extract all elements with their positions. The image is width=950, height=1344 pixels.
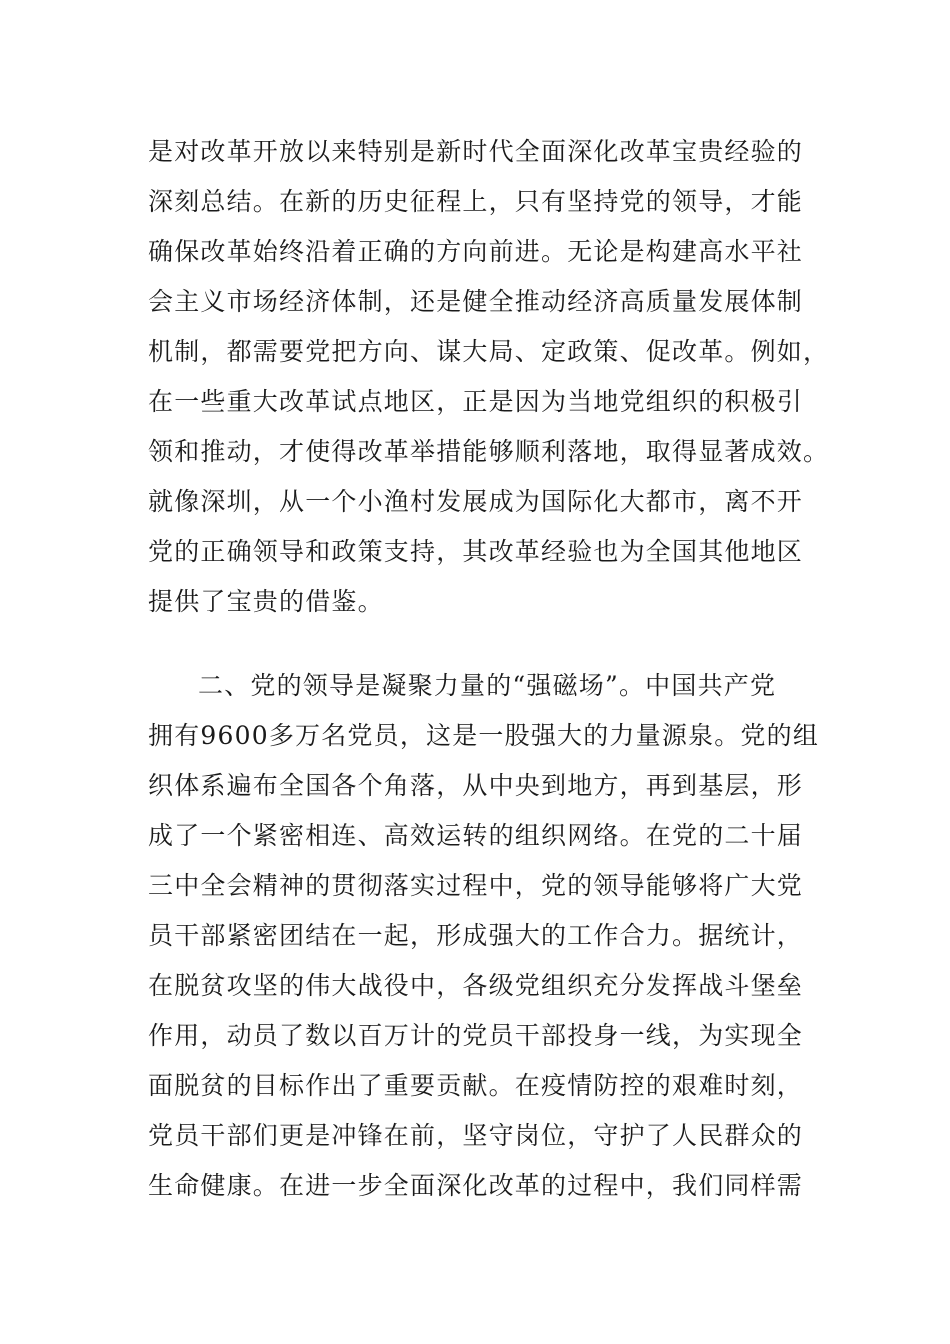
paragraph-line: 机制，都需要党把方向、谋大局、定政策、促改革。例如， — [148, 337, 830, 366]
paragraph-line: 提供了宝贵的借鉴。 — [148, 587, 384, 616]
paragraph-line: 会主义市场经济体制，还是健全推动经济高质量发展体制 — [148, 287, 804, 316]
paragraph-line: 三中全会精神的贯彻落实过程中，党的领导能够将广大党 — [148, 871, 804, 900]
paragraph-line: 领和推动，才使得改革举措能够顺利落地，取得显著成效。 — [148, 437, 830, 466]
paragraph-line: 员干部紧密团结在一起，形成强大的工作合力。据统计， — [148, 921, 804, 950]
paragraph-line: 成了一个紧密相连、高效运转的组织网络。在党的二十届 — [148, 821, 804, 850]
paragraph-line: 确保改革始终沿着正确的方向前进。无论是构建高水平社 — [148, 237, 804, 266]
paragraph-line: 生命健康。在进一步全面深化改革的过程中，我们同样需 — [148, 1171, 804, 1200]
paragraph-line: 作用，动员了数以百万计的党员干部投身一线，为实现全 — [148, 1021, 804, 1050]
paragraph-line: 就像深圳，从一个小渔村发展成为国际化大都市，离不开 — [148, 487, 804, 516]
paragraph-line: 党的正确领导和政策支持，其改革经验也为全国其他地区 — [148, 537, 804, 566]
paragraph-line: 党员干部们更是冲锋在前，坚守岗位，守护了人民群众的 — [148, 1121, 804, 1150]
paragraph-line: 拥有9600多万名党员，这是一股强大的力量源泉。党的组 — [148, 721, 820, 750]
paragraph-line: 织体系遍布全国各个角落，从中央到地方，再到基层，形 — [148, 771, 804, 800]
section-heading-line: 二、党的领导是凝聚力量的“强磁场”。中国共产党 — [198, 671, 777, 700]
paragraph-line: 是对改革开放以来特别是新时代全面深化改革宝贵经验的 — [148, 137, 804, 166]
paragraph-line: 在一些重大改革试点地区，正是因为当地党组织的积极引 — [148, 387, 804, 416]
paragraph-line: 深刻总结。在新的历史征程上，只有坚持党的领导，才能 — [148, 187, 804, 216]
paragraph-line: 在脱贫攻坚的伟大战役中，各级党组织充分发挥战斗堡垒 — [148, 971, 804, 1000]
paragraph-line: 面脱贫的目标作出了重要贡献。在疫情防控的艰难时刻， — [148, 1071, 804, 1100]
